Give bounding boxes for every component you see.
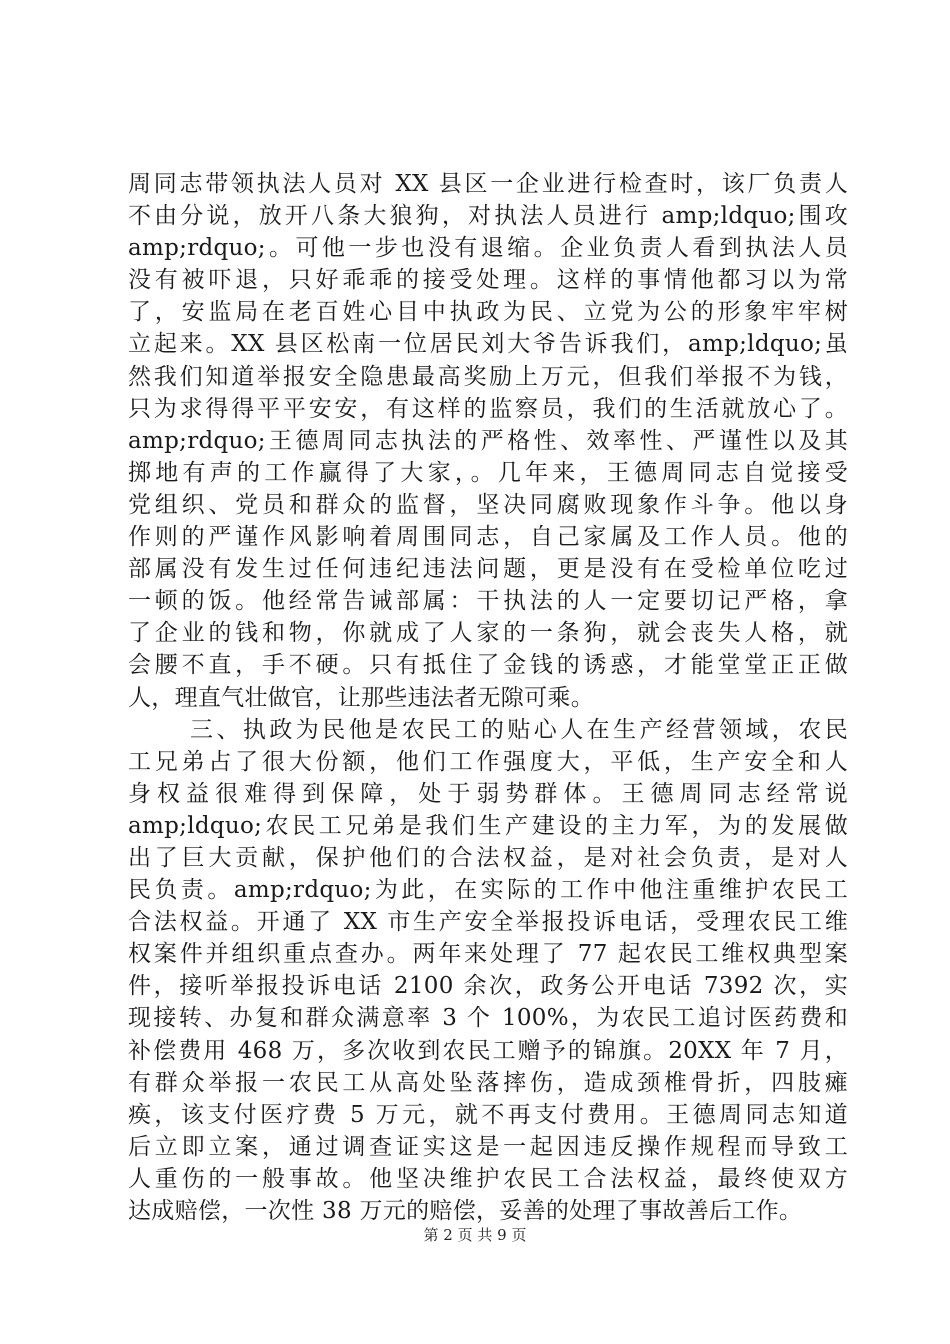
paragraph-1 xyxy=(128,168,848,714)
text-line: 权案件并组织重点查办。两年来处理了 77 起农民工维权典型案 xyxy=(128,941,848,968)
text-line: 民负责。amp;rdquo;为此，在实际的工作中他注重维护农民工 xyxy=(128,877,848,904)
text-line: 后立即立案，通过调查证实这是一起因违反操作规程而导致工 xyxy=(128,1133,848,1160)
text-line: 补偿费用 468 万，多次收到农民工赠予的锦旗。20XX 年 7 月， xyxy=(128,1037,848,1064)
text-line: 会腰不直，手不硬。只有抵住了金钱的诱惑，才能堂堂正正做 xyxy=(128,652,848,679)
text-line: 人，理直气壮做官，让那些违法者无隙可乘。 xyxy=(128,684,594,711)
body-text xyxy=(128,168,848,1227)
text-line: 党组织、党员和群众的监督，坚决同腐败现象作斗争。他以身 xyxy=(128,491,848,518)
text-line: 痪，该支付医疗费 5 万元，就不再支付费用。王德周同志知道 xyxy=(128,1101,848,1128)
text-line: 达成赔偿，一次性 38 万元的赔偿，妥善的处理了事故善后工作。 xyxy=(128,1198,803,1224)
text-line: 掷地有声的工作赢得了大家，。几年来，王德周同志自觉接受 xyxy=(128,459,848,486)
text-line: 不由分说，放开八条大狼狗，对执法人员进行 amp;ldquo;围攻 xyxy=(128,203,848,230)
text-line: 三、执政为民他是农民工的贴心人在生产经营领域，农民 xyxy=(190,716,848,743)
text-line: 一顿的饭。他经常告诫部属：干执法的人一定要切记严格，拿 xyxy=(128,588,848,615)
paragraph-2 xyxy=(128,714,848,1228)
text-line: 没有被吓退，只好乖乖的接受处理。这样的事情他都习以为常 xyxy=(128,267,848,294)
text-line: 件，接听举报投诉电话 2100 余次，政务公开电话 7392 次，实 xyxy=(128,973,848,1000)
text-line: 只为求得得平平安安，有这样的监察员，我们的生活就放心了。 xyxy=(128,395,848,422)
text-line: amp;ldquo;农民工兄弟是我们生产建设的主力军，为的发展做 xyxy=(128,812,848,839)
text-line: amp;rdquo;。可他一步也没有退缩。企业负责人看到执法人员 xyxy=(128,235,848,262)
text-line: 立起来。XX 县区松南一位居民刘大爷告诉我们，amp;ldquo;虽 xyxy=(128,331,848,358)
text-line: 有群众举报一农民工从高处坠落摔伤，造成颈椎骨折，四肢瘫 xyxy=(128,1069,848,1096)
text-line: 身权益很难得到保障，处于弱势群体。王德周同志经常说 xyxy=(128,780,848,807)
text-line: 周同志带领执法人员对 XX 县区一企业进行检查时，该厂负责人 xyxy=(128,171,848,197)
text-line: 了，安监局在老百姓心目中执政为民、立党为公的形象牢牢树 xyxy=(128,299,848,326)
text-line: 合法权益。开通了 XX 市生产安全举报投诉电话，受理农民工维 xyxy=(128,909,848,936)
text-line: 然我们知道举报安全隐患最高奖励上万元，但我们举报不为钱， xyxy=(128,363,848,390)
text-line: amp;rdquo;王德周同志执法的严格性、效率性、严谨性以及其 xyxy=(128,427,848,454)
text-line: 工兄弟占了很大份额，他们工作强度大，平低，生产安全和人 xyxy=(128,748,848,775)
text-line: 作则的严谨作风影响着周围同志，自己家属及工作人员。他的 xyxy=(128,524,848,551)
text-line: 人重伤的一般事故。他坚决维护农民工合法权益，最终使双方 xyxy=(128,1165,848,1192)
text-line: 现接转、办复和群众满意率 3 个 100%，为农民工追讨医药费和 xyxy=(128,1005,848,1032)
page-number-footer: 第 2 页 共 9 页 xyxy=(423,1226,527,1244)
text-line: 了企业的钱和物，你就成了人家的一条狗，就会丧失人格，就 xyxy=(128,620,848,647)
text-line: 部属没有发生过任何违纪违法问题，更是没有在受检单位吃过 xyxy=(128,556,848,583)
text-line: 出了巨大贡献，保护他们的合法权益，是对社会负责，是对人 xyxy=(128,844,848,871)
